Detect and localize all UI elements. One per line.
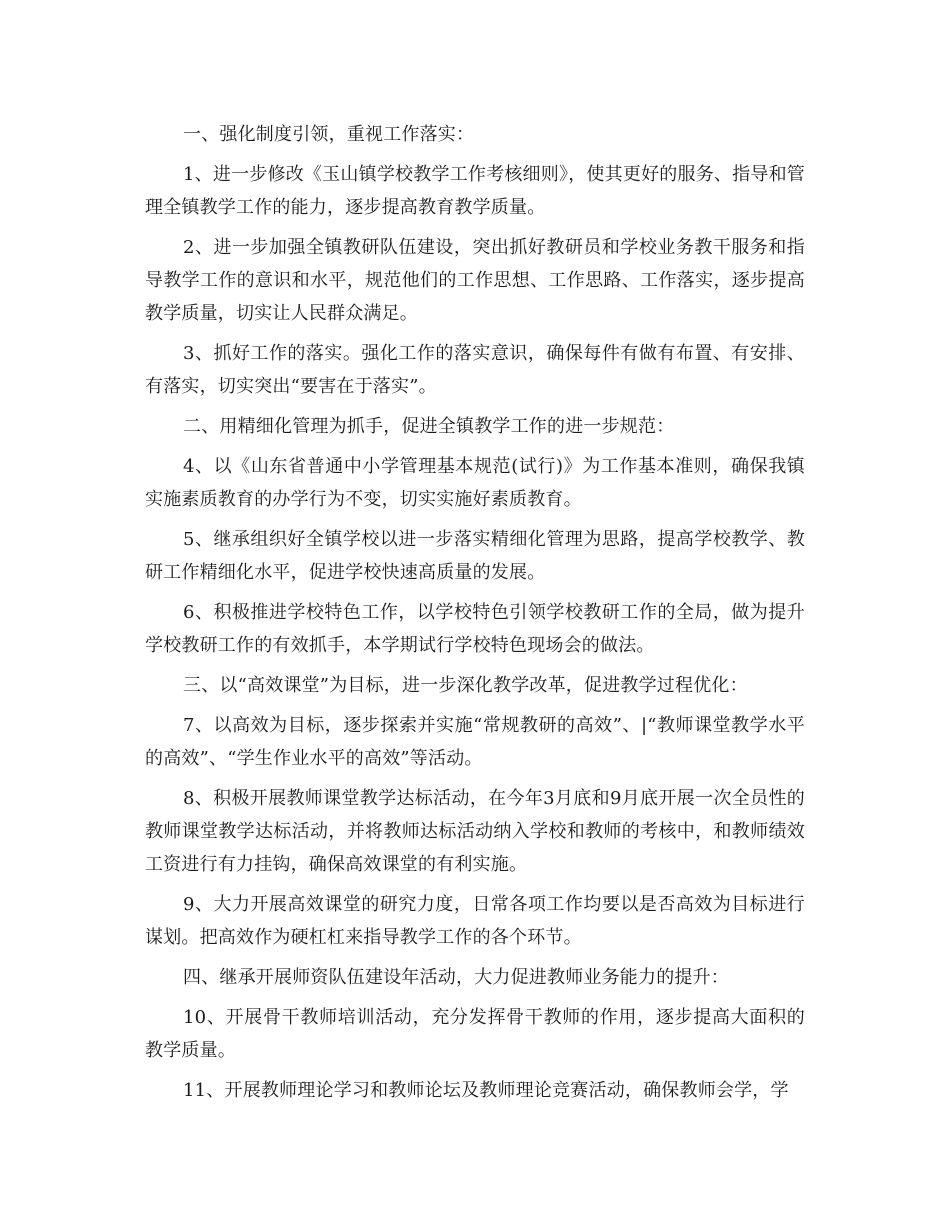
paragraph-item-5: 5、继承组织好全镇学校以进一步落实精细化管理为思路，提高学校教学、教研工作精细化水平，促进学校快速高质量的发展。 [145,529,805,583]
paragraph-item-9: 9、大力开展高效课堂的研究力度，日常各项工作均要以是否高效为目标进行谋划。把高效作为硬杠杠来指导教学工作的各个环节。 [145,894,805,948]
paragraph-item-3: 3、抓好工作的落实。强化工作的落实意识，确保每件有做有布置、有安排、有落实，切实突出“要害在于落实”。 [145,343,805,397]
section-heading-4: 四、继承开展师资队伍建设年活动，大力促进教师业务能力的提升： [183,967,729,988]
paragraph-item-11: 11、开展教师理论学习和教师论坛及教师理论竞赛活动，确保教师会学，学 [183,1080,789,1101]
section-heading-1: 一、强化制度引领，重视工作落实： [183,124,475,145]
paragraph-item-2: 2、进一步加强全镇教研队伍建设，突出抓好教研员和学校业务教干服务和指导教学工作的意识和水平，规范他们的工作思想、工作思路、工作落实，逐步提高教学质量，切实让人民群众满足。 [145,237,805,324]
paragraph-item-6: 6、积极推进学校特色工作，以学校特色引领学校教研工作的全局，做为提升学校教研工作的有效抓手，本学期试行学校特色现场会的做法。 [145,602,805,656]
paragraph-item-10: 10、开展骨干教师培训活动，充分发挥骨干教师的作用，逐步提高大面积的教学质量。 [145,1007,805,1061]
paragraph-item-7: 7、以高效为目标，逐步探索并实施“常规教研的高效”、|“教师课堂教学水平的高效”、“学生作业水平的高效”等活动。 [145,715,805,769]
paragraph-item-8: 8、积极开展教师课堂教学达标活动，在今年3月底和9月底开展一次全员性的教师课堂教学达标活动，并将教师达标活动纳入学校和教师的考核中，和教师绩效工资进行有力挂钩，确保高效课堂的有利实施。 [145,788,805,875]
paragraph-item-1: 1、进一步修改《玉山镇学校教学工作考核细则》，使其更好的服务、指导和管理全镇教学工作的能力，逐步提高教育教学质量。 [145,164,805,218]
paragraph-item-4: 4、以《山东省普通中小学管理基本规范(试行)》为工作基本准则，确保我镇实施素质教育的办学行为不变，切实实施好素质教育。 [145,456,805,510]
document-body [145,118,805,1114]
section-heading-2: 二、用精细化管理为抓手，促进全镇教学工作的进一步规范： [183,416,675,437]
section-heading-3: 三、以“高效课堂”为目标，进一步深化教学改革，促进教学过程优化： [183,675,748,696]
